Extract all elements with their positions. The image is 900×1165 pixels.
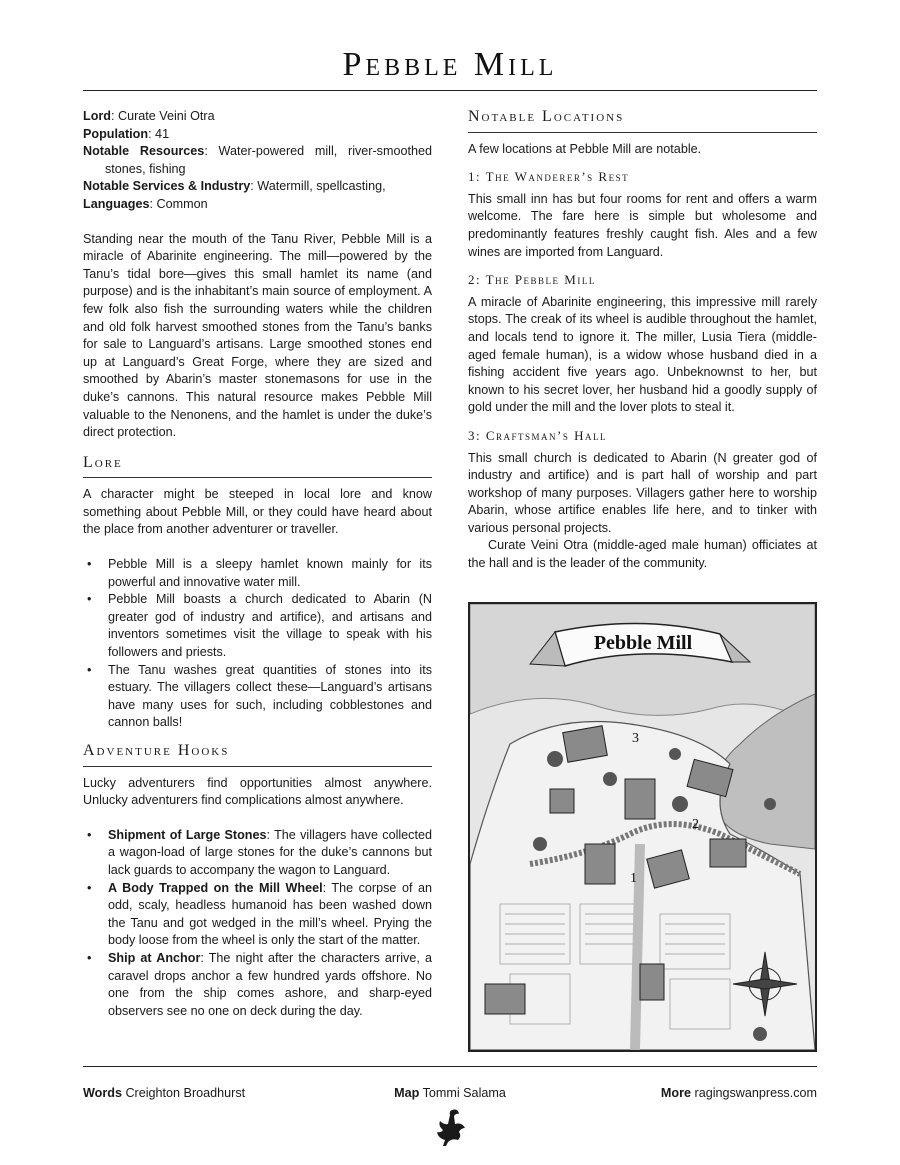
settlement-stats bbox=[83, 108, 432, 214]
list-item: • The Tanu washes great quantities of stones into its estuary. The villagers collect these—Languard’s artisans have many uses for such, including cobblestones and cannon balls! bbox=[83, 662, 432, 732]
hook-text: : The night after the characters arrive, a caravel drops anchor a few hundred yards offshore. No one from the ship comes ashore, and sharp-eyed observers see no one on deck during the day. bbox=[108, 950, 432, 1018]
map-value: Tommi Salama bbox=[419, 1086, 506, 1100]
hook-title: A Body Trapped on the Mill Wheel bbox=[108, 880, 323, 895]
map-label-1: 1 bbox=[630, 871, 637, 886]
hooks-intro: Lucky adventurers find opportunities almost anywhere. Unlucky adventurers find complications almost anywhere. bbox=[83, 775, 432, 808]
notable-locations-heading: Notable Locations bbox=[468, 108, 817, 133]
map-banner-title: Pebble Mill bbox=[593, 632, 693, 654]
hook-title: Ship at Anchor bbox=[108, 950, 201, 965]
list-item bbox=[83, 950, 432, 1020]
location-heading: 3: Craftsman’s Hall bbox=[468, 427, 608, 443]
languages-label: Languages bbox=[83, 196, 150, 211]
lore-list bbox=[83, 556, 432, 732]
lore-intro: A character might be steeped in local lore and know something about Pebble Mill, or they could have heard about the place from another adventurer or traveller. bbox=[83, 487, 432, 537]
population-value: : 41 bbox=[148, 126, 170, 141]
intro-paragraph: Standing near the mouth of the Tanu River, Pebble Mill is a miracle of Abarinite engineering. The mill—powered by the Tanu’s tidal bore—gives this small hamlet its name (and purpose) and is the inhabitant’s main source of employment. A few folk also fish the surrounding waters while the children and old folk harvest smoothed stones from the Tanu’s banks for sale to Languard’s artisans. Large smoothed stones end up at Languard’s Great Forge, where they are sized and smoothed by Abarin’s master stonemasons for use in the duke’s cannons. This natural resource makes Pebble Mill valuable to the Nenonens, and the hamlet is under the duke’s direct protection. bbox=[83, 231, 432, 440]
population-label: Population bbox=[83, 126, 149, 141]
languages-value: : Common bbox=[149, 196, 208, 211]
list-item bbox=[83, 880, 432, 950]
words-label: Words bbox=[83, 1086, 122, 1100]
list-item: • Pebble Mill is a sleepy hamlet known mainly for its powerful and innovative water mill. bbox=[83, 556, 432, 591]
location-heading: 1: The Wanderer’s Rest bbox=[468, 169, 630, 185]
map-label: Map bbox=[394, 1086, 420, 1100]
village-map bbox=[468, 602, 817, 1052]
map-drawing bbox=[470, 604, 815, 1050]
page-title: Pebble Mill bbox=[342, 46, 558, 83]
right-column bbox=[468, 108, 817, 573]
list-item: • Pebble Mill boasts a church dedicated to Abarin (N greater god of industry and artifice), and artisans and inventors sometimes visit the village to speak with his followers and priests. bbox=[83, 591, 432, 661]
hook-text: : The villagers have collected a wagon-load of large stones for the duke’s cannons but lack guards to accompany the wagon to Languard. bbox=[108, 827, 432, 877]
footer-more bbox=[661, 1086, 817, 1100]
resources-label: Notable Resources bbox=[83, 144, 205, 159]
hook-text: : The corpse of an odd, scaly, headless humanoid has been washed down the Tanu and got wedged in the mill’s wheel. Prying the body loose from the wheel is only the start of the matter. bbox=[108, 880, 432, 948]
list-item bbox=[83, 827, 432, 880]
hooks-list bbox=[83, 827, 432, 1021]
more-label: More bbox=[660, 1086, 691, 1100]
title-divider bbox=[83, 90, 817, 91]
services-label: Notable Services & Industry bbox=[83, 179, 251, 194]
left-column bbox=[83, 108, 432, 1020]
map-label-3: 3 bbox=[632, 731, 639, 746]
lord-value: : Curate Veini Otra bbox=[110, 109, 215, 123]
footer-divider bbox=[83, 1066, 817, 1067]
locations-intro: A few locations at Pebble Mill are notable. bbox=[468, 141, 702, 156]
services-value: : Watermill, spellcasting, bbox=[250, 179, 386, 194]
lore-heading: Lore bbox=[83, 454, 432, 479]
swan-logo-icon bbox=[432, 1106, 468, 1148]
adventure-hooks-heading: Adventure Hooks bbox=[83, 742, 432, 767]
more-value: ragingswanpress.com bbox=[691, 1086, 817, 1100]
words-value: Creighton Broadhurst bbox=[121, 1086, 246, 1100]
lord-label: Lord bbox=[83, 109, 111, 123]
location-heading: 2: The Pebble Mill bbox=[468, 272, 596, 288]
location-text: Curate Veini Otra (middle-aged male human) officiates at the hall and is the leader of the community. bbox=[468, 538, 817, 571]
location-text: This small inn has but four rooms for rent and offers a warm welcome. The fare here is simple but wholesome and predominantly features freshly caught fish. Ales and a few wines are imported from Languard. bbox=[468, 191, 817, 259]
resources-value: : Water-powered mill, river-smoothed stones, fishing bbox=[105, 144, 432, 176]
location-text: A miracle of Abarinite engineering, this impressive mill rarely stops. The creak of its wheel is audible throughout the hamlet, and locals tend to ignore it. The miller, Lusia Tiera (middle-aged female human), is a widow whose husband died in a fishing accident five years ago. Unbeknownst to her, but known to his secret lover, her husband hid a goodly supply of gold under the mill and the lover plots to steal it. bbox=[468, 294, 817, 415]
location-text: This small church is dedicated to Abarin (N greater god of industry and artifice) and is part hall of worship and part workshop of many purposes. Villagers gather here to worship Abarin, whose artifice enables life here, and to tinker with various personal projects. bbox=[468, 450, 817, 535]
map-label-2: 2 bbox=[692, 817, 699, 832]
hook-title: Shipment of Large Stones bbox=[108, 827, 267, 842]
